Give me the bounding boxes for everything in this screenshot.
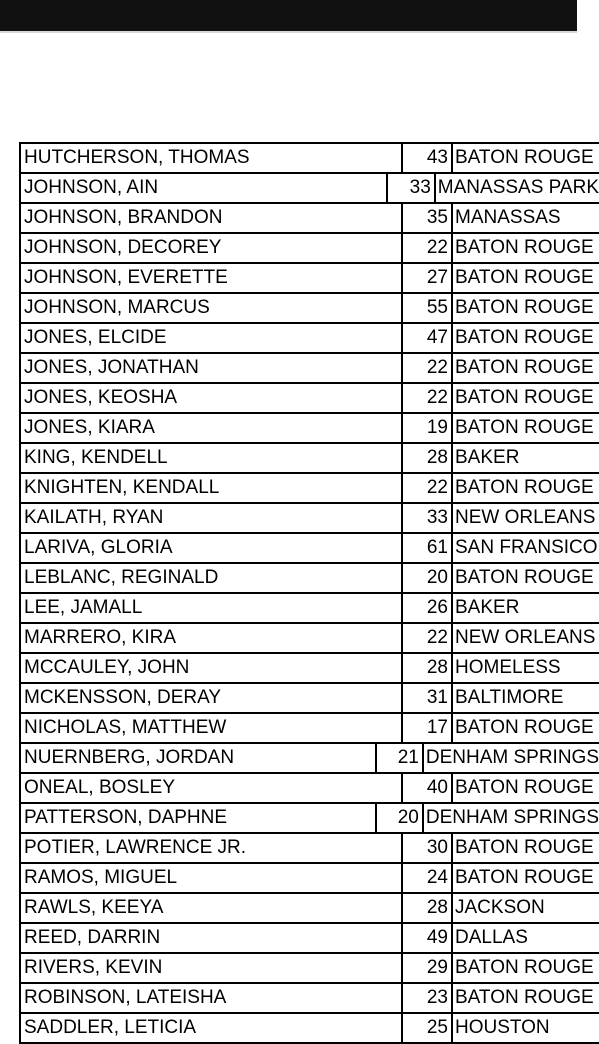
- city-cell: BATON ROUGE: [455, 267, 594, 288]
- age-cell: 29: [403, 954, 453, 982]
- age-cell: 26: [403, 594, 453, 622]
- city-cell: HOUSTON: [455, 1017, 550, 1038]
- name-cell: JOHNSON, BRANDON: [21, 204, 403, 232]
- name-cell: RAMOS, MIGUEL: [21, 864, 403, 892]
- name-cell: LEBLANC, REGINALD: [21, 564, 403, 592]
- city-cell: BALTIMORE: [455, 687, 564, 708]
- age-cell: 20: [403, 564, 453, 592]
- table-row: [19, 744, 599, 774]
- age-cell: 27: [403, 264, 453, 292]
- name-cell: NUERNBERG, JORDAN: [21, 744, 377, 772]
- table-row: [19, 714, 599, 744]
- name-cell: ONEAL, BOSLEY: [21, 774, 403, 802]
- city-cell: BATON ROUGE: [455, 477, 594, 498]
- age-cell: 22: [403, 384, 453, 412]
- table-row: [19, 234, 599, 264]
- table-row: [19, 144, 599, 174]
- name-cell: JOHNSON, EVERETTE: [21, 264, 403, 292]
- table-row: [19, 984, 599, 1014]
- city-cell: BATON ROUGE: [455, 717, 594, 738]
- city-cell: BATON ROUGE: [455, 987, 594, 1008]
- age-cell: 30: [403, 834, 453, 862]
- city-cell: DALLAS: [455, 927, 528, 948]
- city-cell: BATON ROUGE: [455, 387, 594, 408]
- city-cell: JACKSON: [455, 897, 545, 918]
- table-row: [19, 534, 599, 564]
- age-cell: 43: [403, 144, 453, 172]
- age-cell: 19: [403, 414, 453, 442]
- age-cell: 55: [403, 294, 453, 322]
- name-cell: MCKENSSON, DERAY: [21, 684, 403, 712]
- table-row: [19, 654, 599, 684]
- age-cell: 35: [403, 204, 453, 232]
- age-cell: 22: [403, 234, 453, 262]
- table-row: [19, 564, 599, 594]
- table-row: [19, 864, 599, 894]
- name-cell: JOHNSON, MARCUS: [21, 294, 403, 322]
- city-cell: BATON ROUGE: [455, 777, 594, 798]
- table-row: [19, 204, 599, 234]
- city-cell: BATON ROUGE: [455, 237, 594, 258]
- city-cell: BATON ROUGE: [455, 867, 594, 888]
- name-cell: SADDLER, LETICIA: [21, 1014, 403, 1042]
- age-cell: 28: [403, 654, 453, 682]
- city-cell: MANASSAS: [455, 207, 561, 228]
- name-cell: JONES, KEOSHA: [21, 384, 403, 412]
- name-cell: MCCAULEY, JOHN: [21, 654, 403, 682]
- table-row: [19, 324, 599, 354]
- age-cell: 22: [403, 474, 453, 502]
- name-cell: KING, KENDELL: [21, 444, 403, 472]
- age-cell: 22: [403, 624, 453, 652]
- age-cell: 40: [403, 774, 453, 802]
- table-row: [19, 354, 599, 384]
- age-cell: 25: [403, 1014, 453, 1042]
- name-cell: LARIVA, GLORIA: [21, 534, 403, 562]
- city-cell: BAKER: [455, 597, 520, 618]
- name-cell: LEE, JAMALL: [21, 594, 403, 622]
- name-cell: RAWLS, KEEYA: [21, 894, 403, 922]
- name-cell: HUTCHERSON, THOMAS: [21, 144, 403, 172]
- city-cell: DENHAM SPRINGS: [425, 747, 599, 768]
- city-cell: BATON ROUGE: [455, 357, 594, 378]
- table-row: [19, 1014, 599, 1044]
- name-cell: NICHOLAS, MATTHEW: [21, 714, 403, 742]
- age-cell: 61: [403, 534, 453, 562]
- age-cell: 28: [403, 894, 453, 922]
- age-cell: 24: [403, 864, 453, 892]
- age-cell: 33: [403, 504, 453, 532]
- age-cell: 33: [388, 174, 436, 202]
- city-cell: BATON ROUGE: [455, 567, 594, 588]
- table-row: [19, 684, 599, 714]
- arrest-list-table: [19, 142, 599, 1044]
- name-cell: REED, DARRIN: [21, 924, 403, 952]
- top-bar: [0, 0, 577, 31]
- name-cell: RIVERS, KEVIN: [21, 954, 403, 982]
- age-cell: 21: [377, 744, 424, 772]
- name-cell: ROBINSON, LATEISHA: [21, 984, 403, 1012]
- age-cell: 22: [403, 354, 453, 382]
- table-row: [19, 294, 599, 324]
- city-cell: BAKER: [455, 447, 520, 468]
- table-row: [19, 444, 599, 474]
- name-cell: JOHNSON, AIN: [21, 174, 388, 202]
- city-cell: DENHAM SPRINGS: [425, 807, 599, 828]
- table-row: [19, 414, 599, 444]
- table-row: [19, 474, 599, 504]
- city-cell: NEW ORLEANS: [455, 507, 596, 528]
- table-row: [19, 384, 599, 414]
- name-cell: KAILATH, RYAN: [21, 504, 403, 532]
- city-cell: BATON ROUGE: [455, 837, 594, 858]
- name-cell: PATTERSON, DAPHNE: [21, 804, 377, 832]
- name-cell: JONES, KIARA: [21, 414, 403, 442]
- age-cell: 49: [403, 924, 453, 952]
- city-cell: SAN FRANSICO: [455, 537, 598, 558]
- city-cell: MANASSAS PARK: [437, 177, 599, 198]
- city-cell: BATON ROUGE: [455, 297, 594, 318]
- name-cell: JONES, JONATHAN: [21, 354, 403, 382]
- city-cell: NEW ORLEANS: [455, 627, 596, 648]
- table-row: [19, 624, 599, 654]
- age-cell: 31: [403, 684, 453, 712]
- name-cell: JOHNSON, DECOREY: [21, 234, 403, 262]
- table-row: [19, 174, 599, 204]
- city-cell: HOMELESS: [455, 657, 561, 678]
- table-row: [19, 834, 599, 864]
- name-cell: KNIGHTEN, KENDALL: [21, 474, 403, 502]
- table-row: [19, 264, 599, 294]
- age-cell: 47: [403, 324, 453, 352]
- table-row: [19, 774, 599, 804]
- table-row: [19, 954, 599, 984]
- table-row: [19, 504, 599, 534]
- city-cell: BATON ROUGE: [455, 957, 594, 978]
- table-row: [19, 594, 599, 624]
- table-row: [19, 924, 599, 954]
- age-cell: 20: [377, 804, 424, 832]
- name-cell: MARRERO, KIRA: [21, 624, 403, 652]
- city-cell: BATON ROUGE: [455, 327, 594, 348]
- age-cell: 17: [403, 714, 453, 742]
- top-bar-edge: [0, 31, 577, 33]
- name-cell: JONES, ELCIDE: [21, 324, 403, 352]
- table-row: [19, 804, 599, 834]
- city-cell: BATON ROUGE: [455, 417, 594, 438]
- name-cell: POTIER, LAWRENCE JR.: [21, 834, 403, 862]
- age-cell: 28: [403, 444, 453, 472]
- table-row: [19, 894, 599, 924]
- age-cell: 23: [403, 984, 453, 1012]
- city-cell: BATON ROUGE: [455, 147, 594, 168]
